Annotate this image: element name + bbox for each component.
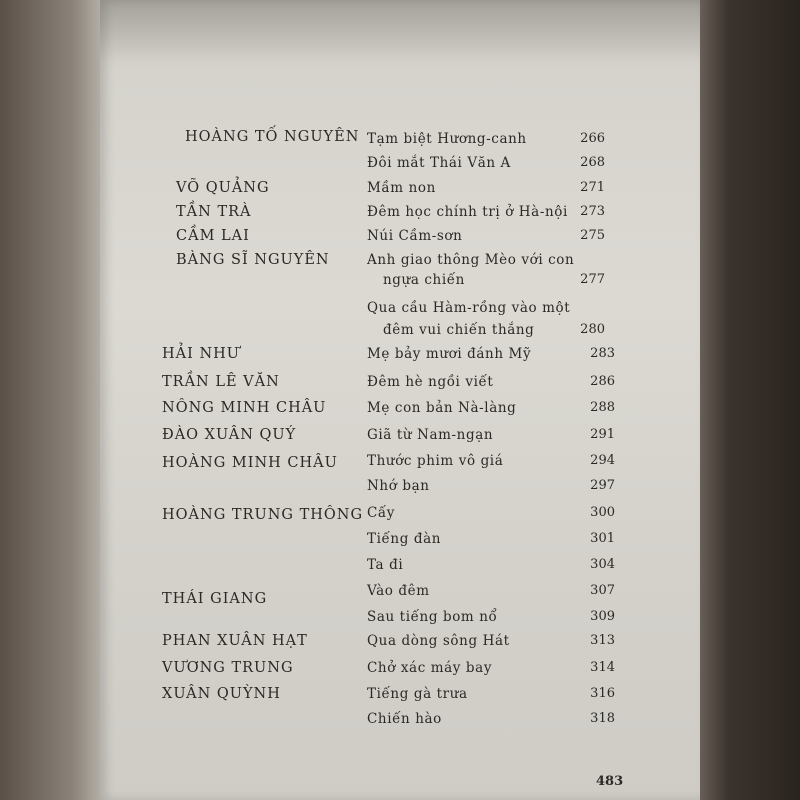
toc-entry [0, 583, 800, 605]
page-ref: 286 [590, 374, 615, 389]
poem-title: Mầm non [367, 180, 436, 196]
toc-entry [0, 252, 800, 274]
page-ref: 314 [590, 660, 615, 675]
page-ref: 283 [590, 346, 615, 361]
page-ref: 316 [590, 686, 615, 701]
page-ref: 273 [580, 204, 605, 219]
poem-title: Thước phim vô giá [367, 453, 504, 469]
poem-title: Đêm học chính trị ở Hà-nội [367, 204, 568, 220]
poem-title: Tiếng gà trưa [367, 686, 468, 702]
toc-entry [0, 155, 800, 177]
poem-title: Chở xác máy bay [367, 660, 493, 676]
toc-entry [0, 374, 800, 396]
toc-entry [0, 204, 800, 226]
page-ref: 275 [580, 228, 605, 243]
toc-entry [0, 322, 800, 344]
page-ref: 268 [580, 155, 605, 170]
author-name: HOÀNG TỐ NGUYÊN [185, 129, 360, 145]
toc-entry [0, 300, 800, 322]
author-name: ĐÀO XUÂN QUÝ [162, 427, 297, 443]
page-ref: 291 [590, 427, 615, 442]
toc-entry [0, 686, 800, 708]
poem-title: Tiếng đàn [367, 531, 442, 547]
page-ref: 318 [590, 711, 615, 726]
toc-entry [0, 131, 800, 153]
author-name: HOÀNG MINH CHÂU [162, 455, 338, 471]
toc-entry [0, 453, 800, 475]
page-number: 483 [596, 774, 624, 789]
page-ref: 301 [590, 531, 615, 546]
author-name: THÁI GIANG [162, 591, 268, 607]
poem-title: Đêm hè ngồi viết [367, 374, 494, 390]
toc-entry [0, 272, 800, 294]
author-name: NÔNG MINH CHÂU [162, 400, 327, 416]
page-ref: 309 [590, 609, 615, 624]
poem-title: Anh giao thông Mèo với con [367, 252, 575, 268]
page-ref: 266 [580, 131, 605, 146]
toc-entry [0, 400, 800, 422]
poem-title: Giã từ Nam-ngạn [367, 427, 494, 443]
poem-title: Qua dòng sông Hát [367, 633, 510, 649]
poem-title: Tạm biệt Hương-canh [367, 131, 527, 147]
poem-title: Qua cầu Hàm-rồng vào một [367, 300, 571, 316]
toc-entry [0, 505, 800, 527]
author-name: CẦM LAI [176, 228, 250, 244]
toc-entry [0, 478, 800, 500]
poem-title: Vào đêm [367, 583, 430, 599]
toc-entry [0, 531, 800, 553]
toc-entry [0, 427, 800, 449]
toc-entry [0, 711, 800, 733]
author-name: HẢI NHƯ [162, 346, 241, 362]
author-name: TRẦN LÊ VĂN [162, 374, 280, 390]
author-name: HOÀNG TRUNG THÔNG [162, 507, 364, 523]
poem-title: ngựa chiến [383, 272, 465, 288]
toc-entry [0, 228, 800, 250]
page-ref: 288 [590, 400, 615, 415]
author-name: BÀNG SĨ NGUYÊN [176, 252, 330, 268]
poem-title: Ta đi [367, 557, 404, 573]
toc-entry [0, 660, 800, 682]
toc-entry [0, 557, 800, 579]
poem-title: Mẹ bảy mươi đánh Mỹ [367, 346, 532, 362]
author-name: TẦN TRÀ [176, 204, 252, 220]
page-ref: 294 [590, 453, 615, 468]
author-name: PHAN XUÂN HẠT [162, 633, 308, 649]
poem-title: đêm vui chiến thắng [383, 322, 535, 338]
toc-entry [0, 609, 800, 631]
page-shadow [100, 0, 700, 60]
poem-title: Đôi mắt Thái Văn A [367, 155, 511, 171]
author-name: VƯƠNG TRUNG [162, 660, 294, 676]
toc-entry [0, 180, 800, 202]
page-ref: 304 [590, 557, 615, 572]
author-name: XUÂN QUỲNH [162, 686, 281, 702]
page-ref: 300 [590, 505, 615, 520]
page-ref: 313 [590, 633, 615, 648]
poem-title: Mẹ con bản Nà-làng [367, 400, 517, 416]
poem-title: Sau tiếng bom nổ [367, 609, 498, 625]
page-ref: 280 [580, 322, 605, 337]
page-ref: 271 [580, 180, 605, 195]
poem-title: Chiến hào [367, 711, 442, 727]
page-ref: 307 [590, 583, 615, 598]
toc-entry [0, 346, 800, 368]
poem-title: Nhớ bạn [367, 478, 430, 494]
author-name: VÕ QUẢNG [176, 180, 270, 196]
page-ref: 277 [580, 272, 605, 287]
poem-title: Cấy [367, 505, 396, 521]
toc-entry [0, 633, 800, 655]
page-ref: 297 [590, 478, 615, 493]
poem-title: Núi Cầm-sơn [367, 228, 463, 244]
